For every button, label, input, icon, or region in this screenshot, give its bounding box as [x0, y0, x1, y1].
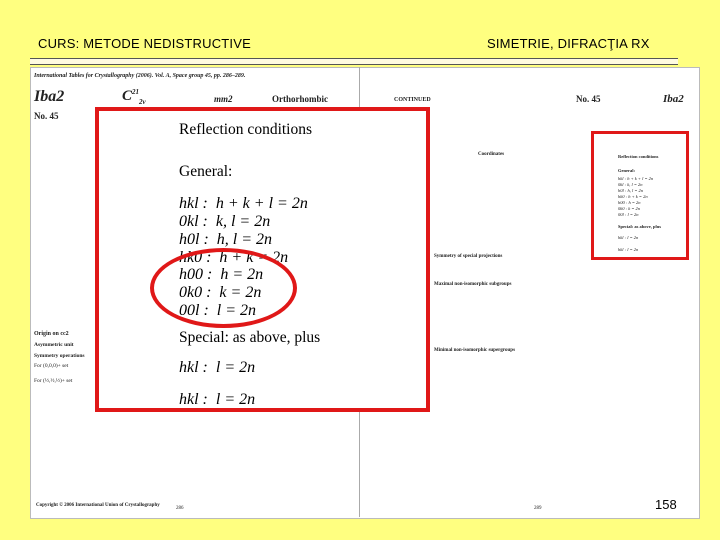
right-page-number: 289 — [534, 506, 542, 511]
condition-0k0: 0k0 : k = 2n — [179, 284, 262, 301]
course-title: CURS: METODE NEDISTRUCTIVE — [38, 36, 251, 51]
highlight-box-small — [591, 131, 689, 260]
condition-0kl: 0kl : k, l = 2n — [179, 213, 271, 230]
set-b: For (½,½,½)+ set — [34, 378, 73, 384]
small-reflection-title: Reflection conditions — [618, 154, 659, 159]
condition-00l: 00l : l = 2n — [179, 302, 257, 319]
small-special-list: hkl : l = 2n hkl : l = 2n — [618, 235, 639, 252]
right-number: No. 45 — [576, 94, 601, 104]
special-condition-1: hkl : l = 2n — [179, 359, 256, 376]
condition-hkl: hkl : h + k + l = 2n — [179, 195, 308, 212]
citation: International Tables for Crystallography (2006). Vol. A, Space group 45, pp. 286–289. — [34, 73, 246, 79]
special-condition-2: hkl : l = 2n — [179, 391, 256, 408]
copyright: Copyright © 2006 International Union of Crystallography — [36, 503, 160, 508]
maximal-subgroups-heading: Maximal non-isomorphic subgroups — [434, 282, 512, 287]
condition-h0l: h0l : h, l = 2n — [179, 231, 273, 248]
coordinates-heading: Coordinates — [478, 152, 505, 157]
minimal-supergroups-heading: Minimal non-isomorphic supergroups — [434, 348, 516, 353]
point-group: mm2 — [214, 94, 233, 104]
left-symbol: Iba2 — [34, 88, 65, 105]
special-label: Special: as above, plus — [179, 329, 321, 346]
reflection-title: Reflection conditions — [179, 121, 313, 138]
right-symbol: Iba2 — [663, 93, 684, 105]
left-number: No. 45 — [34, 111, 59, 121]
small-special-label: Special: as above, plus — [618, 224, 662, 229]
condition-h00: h00 : h = 2n — [179, 266, 264, 283]
continued-label: CONTINUED — [394, 97, 431, 103]
section-title: SIMETRIE, DIFRACŢIA RX — [487, 36, 650, 51]
general-label: General: — [179, 163, 233, 180]
highlight-ellipse — [150, 248, 297, 328]
set-a: For (0,0,0)+ set — [34, 363, 69, 369]
projections-heading: Symmetry of special projections — [434, 254, 503, 259]
condition-hk0: hk0 : h + k = 2n — [179, 249, 289, 266]
small-general-label: General: — [618, 168, 635, 173]
symmetry-operations: Symmetry operations — [34, 353, 85, 359]
crystal-system: Orthorhombic — [272, 94, 328, 104]
origin: Origin on cc2 — [34, 331, 69, 337]
asymmetric-unit: Asymmetric unit — [34, 342, 74, 348]
header-rule — [30, 58, 678, 65]
slide-number: 158 — [655, 497, 677, 512]
small-conditions-list: hkl : h + k + l = 2n 0kl : k, l = 2n h0l : h, l = 2n hk0 : h + k = 2n h00 : h = 2n 0k0 : k = 2n 00l : l = 2n — [618, 176, 654, 217]
schoenflies-symbol: $C^{21}_{2v}$ — [122, 88, 146, 106]
left-page-number: 286 — [176, 506, 184, 511]
